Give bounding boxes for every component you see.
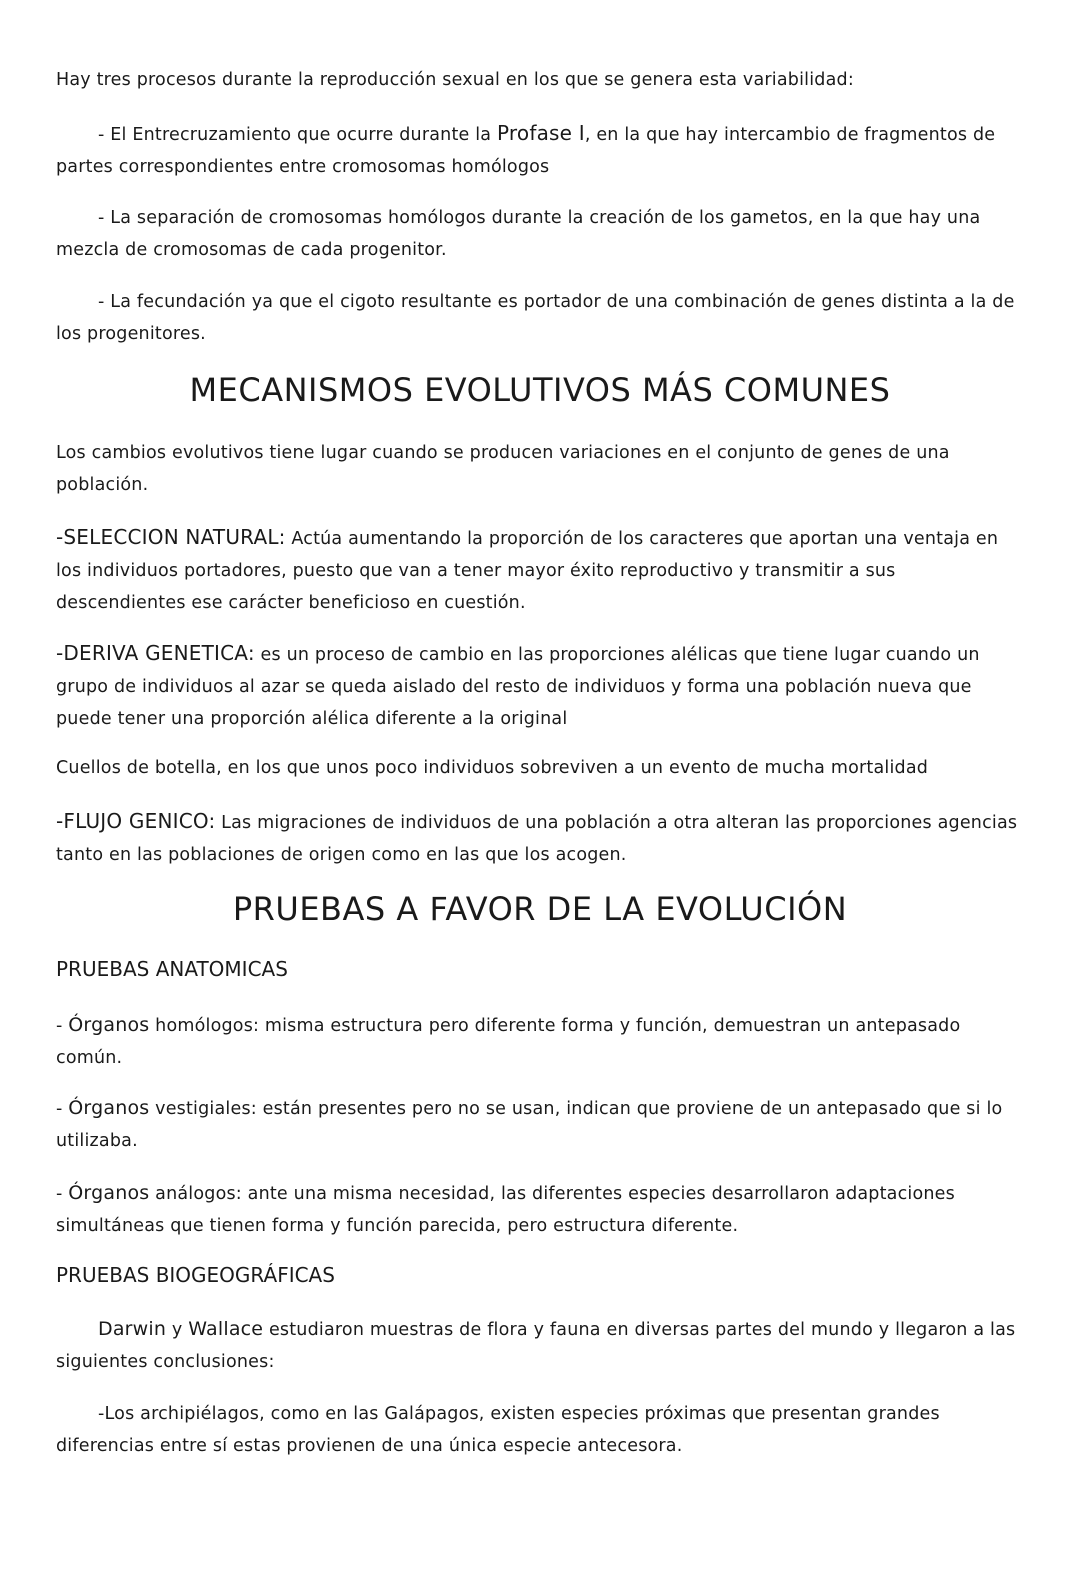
vestigial-term: Órganos (68, 1097, 150, 1119)
process-fertilization: - La fecundación ya que el cigoto resultante es portador de una combinación de genes distinta a la de los progenitores. (56, 292, 1015, 344)
mechanisms-intro: Los cambios evolutivos tiene lugar cuando se producen variaciones en el conjunto de genes de una población. (56, 443, 950, 495)
vestigial-organs-paragraph (56, 1092, 1021, 1157)
process-1-lead: - El Entrecruzamiento que ocurre durante la (98, 125, 497, 145)
genetic-drift-text: es un proceso de cambio en las proporciones alélicas que tiene lugar cuando un grupo de individuos al azar se queda aislado del resto de individuos y forma una población nueva que puede tener una proporción alélica diferente a la original (56, 645, 980, 729)
analogous-text: análogos: ante una misma necesidad, las diferentes especies desarrollaron adaptaciones simultáneas que tienen forma y función parecida, pero estructura diferente. (56, 1184, 955, 1236)
archipelagos-paragraph: -Los archipiélagos, como en las Galápagos, existen especies próximas que presentan grandes diferencias entre sí estas provienen de una única especie antecesora. (56, 1404, 940, 1456)
vestigial-lead: - (56, 1099, 69, 1119)
homologous-text: homólogos: misma estructura pero diferente forma y función, demuestran un antepasado común. (56, 1016, 961, 1068)
process-crossing-over (56, 117, 1021, 183)
natural-selection-paragraph (56, 521, 1021, 619)
homologous-organs-paragraph (56, 1009, 1021, 1074)
heading-evidence: PRUEBAS A FAVOR DE LA EVOLUCIÓN (232, 890, 848, 928)
process-chromosome-separation: - La separación de cromosomas homólogos durante la creación de los gametos, en la que hay una mezcla de cromosomas de cada progenitor. (56, 208, 981, 260)
homologous-term: Órganos (68, 1014, 150, 1036)
darwin-wallace-paragraph (56, 1313, 1021, 1378)
biogeographic-evidence-heading: PRUEBAS BIOGEOGRÁFICAS (56, 1263, 335, 1287)
natural-selection-text: Actúa aumentando la proporción de los caracteres que aportan una ventaja en los individuos portadores, puesto que van a tener mayor éxito reproductivo y transmitir a sus descendientes ese carácter beneficioso en cuestión. (56, 529, 999, 613)
process-1-term: Profase I (497, 121, 585, 145)
process-1-rest: , en la que hay intercambio de fragmentos de partes correspondientes entre cromosomas homólogos (56, 125, 996, 177)
intro-paragraph: Hay tres procesos durante la reproducción sexual en los que se genera esta variabilidad: (56, 70, 854, 90)
bottleneck-paragraph: Cuellos de botella, en los que unos poco individuos sobreviven a un evento de mucha mortalidad (56, 758, 929, 778)
wallace-name: Wallace (188, 1318, 264, 1340)
analogous-term: Órganos (68, 1182, 150, 1204)
natural-selection-term: -SELECCION NATURAL: (56, 525, 286, 549)
genetic-drift-paragraph (56, 637, 1021, 735)
genetic-drift-term: -DERIVA GENETICA: (56, 641, 255, 665)
anatomical-evidence-heading: PRUEBAS ANATOMICAS (56, 957, 288, 981)
gene-flow-term: -FLUJO GENICO: (56, 809, 216, 833)
vestigial-text: vestigiales: están presentes pero no se usan, indican que proviene de un antepasado que si lo utilizaba. (56, 1099, 1003, 1151)
heading-mechanisms: MECANISMOS EVOLUTIVOS MÁS COMUNES (189, 371, 891, 409)
darwin-name: Darwin (98, 1318, 167, 1340)
analogous-lead: - (56, 1184, 69, 1204)
darwin-wallace-text: estudiaron muestras de flora y fauna en diversas partes del mundo y llegaron a las siguientes conclusiones: (56, 1320, 1016, 1372)
darwin-wallace-joiner: y (166, 1320, 189, 1340)
homologous-lead: - (56, 1016, 69, 1036)
analogous-organs-paragraph (56, 1177, 1021, 1242)
gene-flow-paragraph (56, 805, 1021, 871)
gene-flow-text: Las migraciones de individuos de una población a otra alteran las proporciones agencias tanto en las poblaciones de origen como en las que los acogen. (56, 813, 1018, 865)
